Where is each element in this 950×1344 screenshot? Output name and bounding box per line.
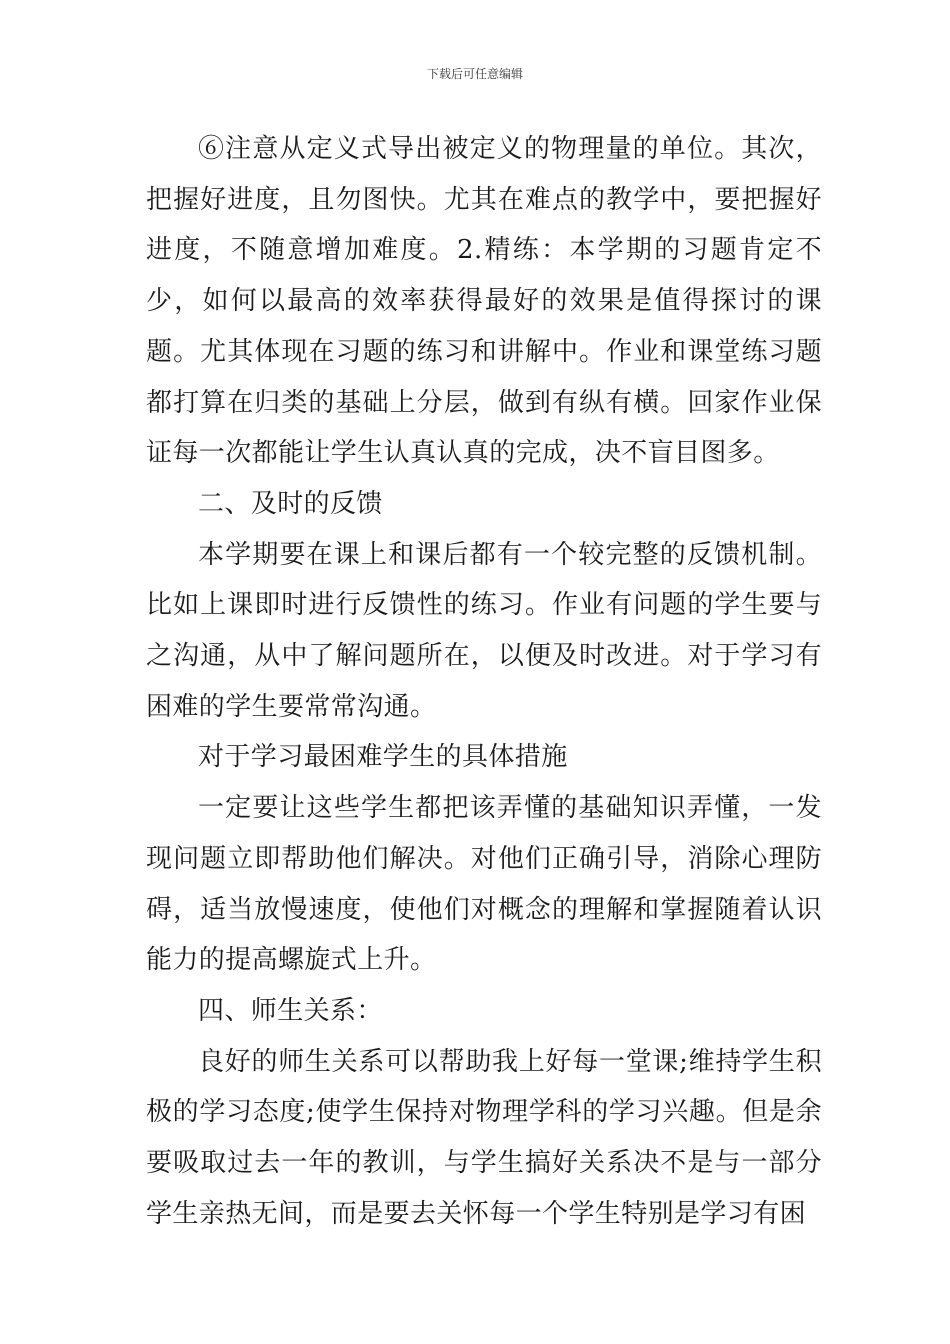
paragraph-struggling-students: 一定要让这些学生都把该弄懂的基础知识弄懂，一发现问题立即帮助他们解决。对他们正确引导，消除心理防碍，适当放慢速度，使他们对概念的理解和掌握随着认识能力的提高螺旋式上升。 <box>146 793 822 976</box>
document-body <box>146 124 822 1239</box>
section-heading-teacher-student: 四、师生关系： <box>198 995 383 1026</box>
paragraph-method-details: ⑥注意从定义式导出被定义的物理量的单位。其次，把握好进度，且勿图快。尤其在难点的教学中，要把握好进度，不随意增加难度。2.精练：本学期的习题肯定不少，如何以最高的效率获得最好的效果是值得探讨的课题。尤其体现在习题的练习和讲解中。作业和课堂练习题都打算在归类的基础上分层，做到有纵有横。回家作业保证每一次都能让学生认真认真的完成，决不盲目图多。 <box>146 134 822 469</box>
paragraph-feedback: 本学期要在课上和课后都有一个较完整的反馈机制。比如上课即时进行反馈性的练习。作业有问题的学生要与之沟通，从中了解问题所在，以便及时改进。对于学习有困难的学生要常常沟通。 <box>146 539 822 722</box>
paragraph-teacher-student: 良好的师生关系可以帮助我上好每一堂课;维持学生积极的学习态度;使学生保持对物理学科的学习兴趣。但是余要吸取过去一年的教训，与学生搞好关系决不是与一部分学生亲热无间，而是要去关怀每一个学生特别是学习有困 <box>146 1046 822 1229</box>
section-heading-feedback: 二、及时的反馈 <box>198 488 383 519</box>
section-heading-struggling-students: 对于学习最困难学生的具体措施 <box>198 742 568 773</box>
page-header: 下载后可任意编辑 <box>426 67 523 81</box>
